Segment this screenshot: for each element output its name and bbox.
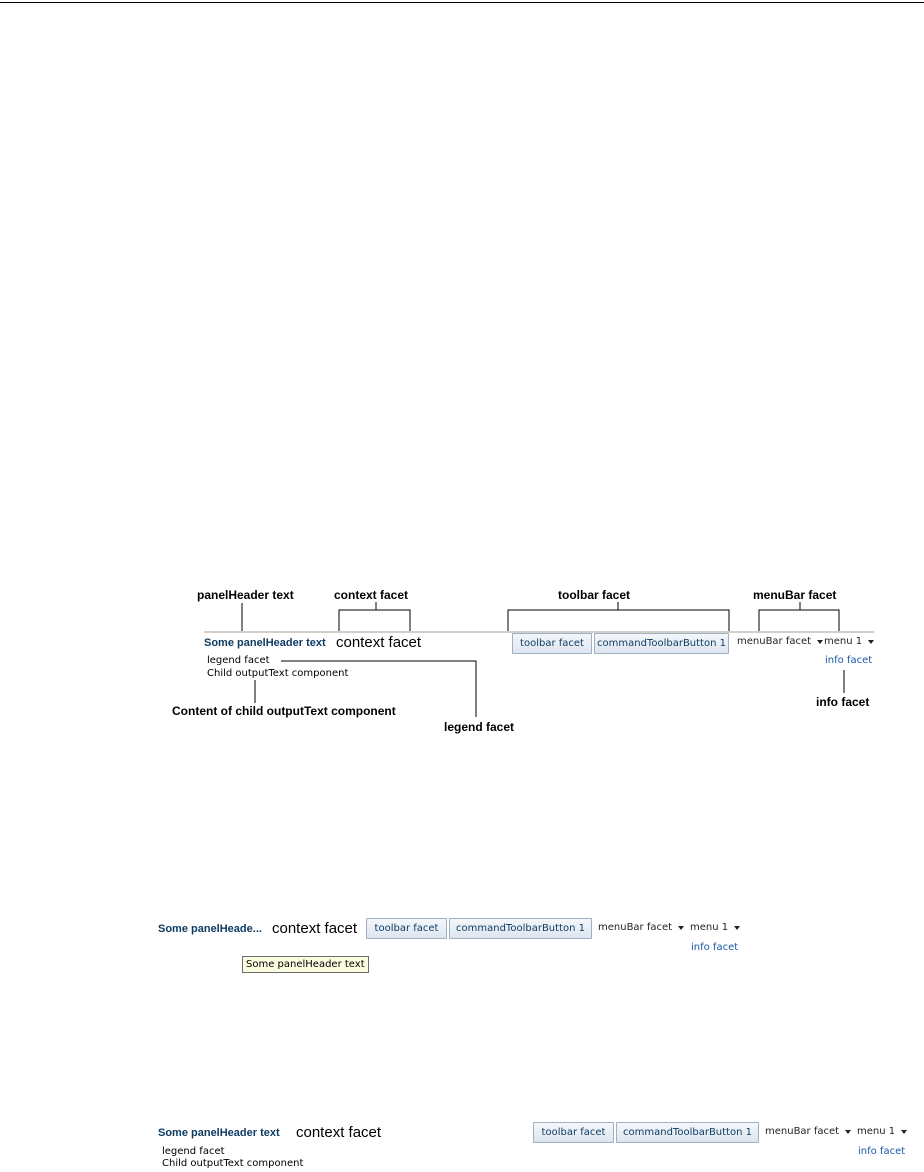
callout-info-facet: info facet — [816, 695, 870, 709]
chevron-down-icon — [734, 926, 740, 930]
toolbar-facet-button[interactable]: toolbar facet — [512, 633, 592, 654]
panel-header-title: Some panelHeader text — [204, 637, 326, 649]
menu-1[interactable] — [690, 922, 740, 933]
menu-1[interactable] — [857, 1126, 907, 1137]
chevron-down-icon — [901, 1130, 907, 1134]
menu-1-label: menu 1 — [857, 1126, 896, 1137]
menu-1[interactable] — [824, 636, 874, 647]
chevron-down-icon — [845, 1130, 851, 1134]
context-facet: context facet — [296, 1124, 382, 1141]
info-facet-link[interactable]: info facet — [825, 655, 873, 666]
command-toolbar-button-1[interactable]: commandToolbarButton 1 — [594, 633, 729, 654]
title-tooltip: Some panelHeader text — [242, 956, 369, 973]
legend-facet: legend facet — [207, 655, 270, 666]
legend-facet: legend facet — [162, 1146, 225, 1157]
chevron-down-icon — [678, 926, 684, 930]
chevron-down-icon — [817, 640, 823, 644]
info-facet-link[interactable]: info facet — [858, 1146, 906, 1157]
menubar-facet-menu[interactable] — [765, 1126, 851, 1137]
command-toolbar-button-1[interactable]: commandToolbarButton 1 — [616, 1122, 759, 1143]
child-output-text: Child outputText component — [207, 668, 349, 679]
callout-menubar-facet: menuBar facet — [753, 588, 837, 602]
context-facet: context facet — [336, 634, 422, 651]
menu-1-label: menu 1 — [824, 636, 863, 647]
panel-header-title: Some panelHeader text — [158, 1127, 280, 1139]
toolbar-facet-button[interactable]: toolbar facet — [533, 1122, 614, 1143]
child-output-text: Child outputText component — [162, 1158, 304, 1169]
context-facet: context facet — [272, 920, 358, 937]
command-toolbar-button-1[interactable]: commandToolbarButton 1 — [449, 918, 592, 939]
menu-1-label: menu 1 — [690, 922, 729, 933]
callout-child-content: Content of child outputText component — [172, 704, 396, 718]
menubar-facet-label: menuBar facet — [737, 636, 812, 647]
callout-panelheader-text: panelHeader text — [197, 588, 294, 602]
callout-context-facet: context facet — [334, 588, 409, 602]
callout-legend-facet: legend facet — [444, 720, 515, 734]
panel-header-title-truncated: Some panelHeade... — [158, 923, 262, 935]
toolbar-facet-button[interactable]: toolbar facet — [366, 918, 447, 939]
callout-toolbar-facet: toolbar facet — [558, 588, 631, 602]
info-facet-link[interactable]: info facet — [691, 942, 739, 953]
menubar-facet-label: menuBar facet — [765, 1126, 840, 1137]
menubar-facet-menu[interactable] — [598, 922, 684, 933]
chevron-down-icon — [868, 640, 874, 644]
menubar-facet-menu[interactable] — [737, 636, 823, 647]
menubar-facet-label: menuBar facet — [598, 922, 673, 933]
